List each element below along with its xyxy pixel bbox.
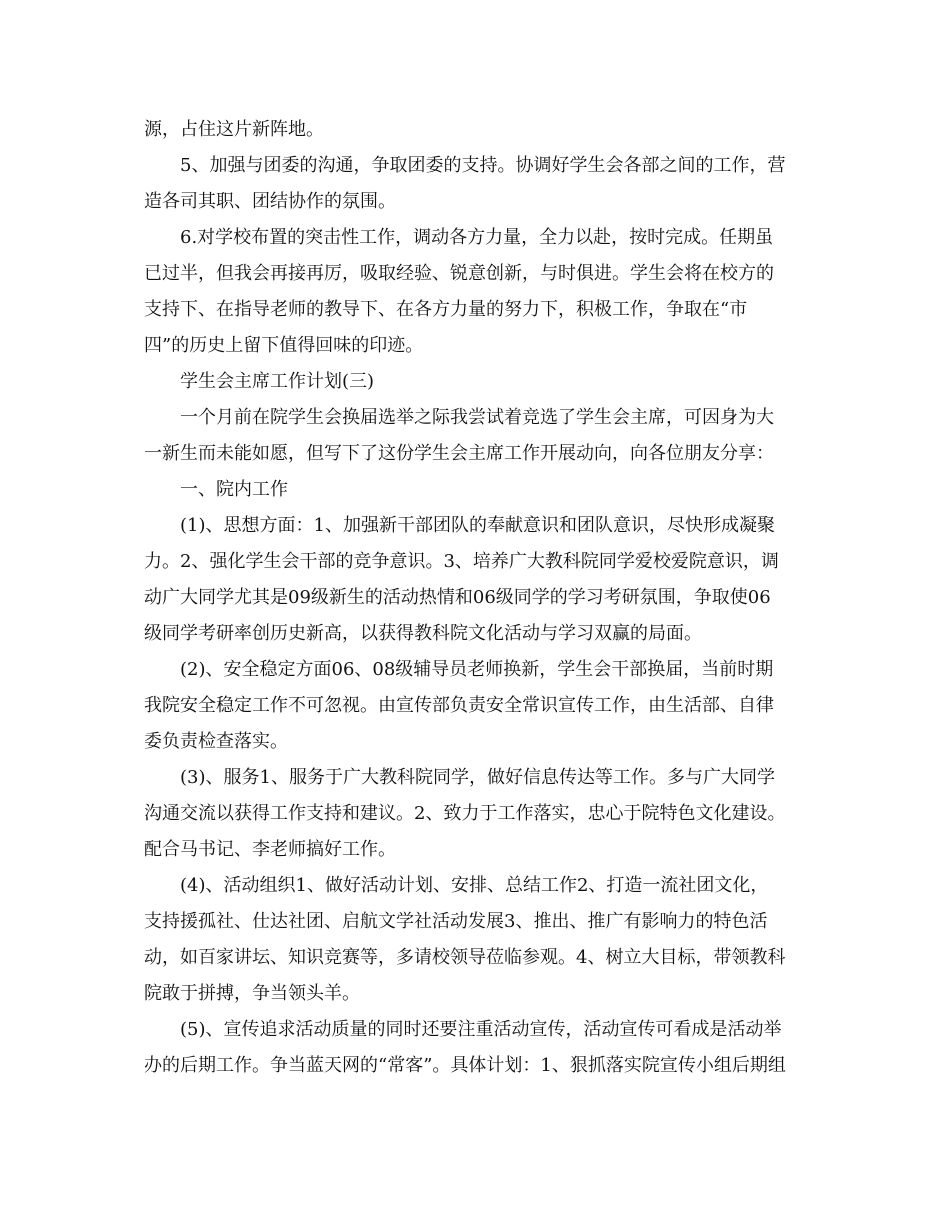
text-line: (4)、活动组织1、做好活动计划、安排、总结工作2、打造一流社团文化， <box>180 875 769 896</box>
text-line: 四”的历史上留下值得回味的印迹。 <box>144 335 424 356</box>
text-line: 沟通交流以获得工作支持和建议。2、致力于工作落实，忠心于院特色文化建设。 <box>144 803 786 824</box>
text-line: (3)、服务1、服务于广大教科院同学，做好信息传达等工作。多与广大同学 <box>180 767 775 788</box>
text-line: 支持援孤社、仕达社团、启航文学社活动发展3、推出、推广有影响力的特色活 <box>144 911 768 932</box>
text-line: 配合马书记、李老师搞好工作。 <box>144 839 396 860</box>
text-line: 一个月前在院学生会换届选举之际我尝试着竞选了学生会主席，可因身为大 <box>180 407 774 428</box>
text-line: 力。2、强化学生会干部的竞争意识。3、培养广大教科院同学爱校爱院意识，调 <box>144 551 779 572</box>
text-line: 级同学考研率创历史新高，以获得教科院文化活动与学习双赢的局面。 <box>144 623 702 644</box>
text-line: 我院安全稳定工作不可忽视。由宣传部负责安全常识宣传工作，由生活部、自律 <box>144 695 774 716</box>
document-body <box>144 112 812 1084</box>
text-line: 5、加强与团委的沟通，争取团委的支持。协调好学生会各部之间的工作，营 <box>180 155 786 176</box>
text-line: 6.对学校布置的突击性工作，调动各方力量，全力以赴，按时完成。任期虽 <box>180 227 774 248</box>
text-line: 院敢于拼搏，争当领头羊。 <box>144 983 360 1004</box>
text-line: 一、院内工作 <box>180 479 288 500</box>
text-line: (5)、宣传追求活动质量的同时还要注重活动宣传，活动宣传可看成是活动举 <box>180 1019 782 1040</box>
text-line: (1)、思想方面：1、加强新干部团队的奉献意识和团队意识，尽快形成凝聚 <box>180 515 775 536</box>
text-line: 造各司其职、团结协作的氛围。 <box>144 191 396 212</box>
text-line: 委负责检查落实。 <box>144 731 288 752</box>
text-line: 支持下、在指导老师的教导下、在各方力量的努力下，积极工作，争取在“市 <box>144 299 748 320</box>
text-line: 办的后期工作。争当蓝天网的“常客”。具体计划：1、狠抓落实院宣传小组后期组 <box>144 1055 786 1076</box>
text-line: 动，如百家讲坛、知识竞赛等，多请校领导莅临参观。4、树立大目标，带领教科 <box>144 947 786 968</box>
text-line: 已过半，但我会再接再厉，吸取经验、锐意创新，与时俱进。学生会将在校方的 <box>144 263 774 284</box>
text-line: 一新生而未能如愿，但写下了这份学生会主席工作开展动向，向各位朋友分享： <box>144 443 774 464</box>
text-line: 学生会主席工作计划(三) <box>180 371 375 392</box>
text-line: 动广大同学尤其是09级新生的活动热情和06级同学的学习考研氛围，争取使06 <box>144 587 771 608</box>
text-line: (2)、安全稳定方面06、08级辅导员老师换新，学生会干部换届，当前时期 <box>180 659 774 680</box>
text-line: 源，占住这片新阵地。 <box>144 119 324 140</box>
